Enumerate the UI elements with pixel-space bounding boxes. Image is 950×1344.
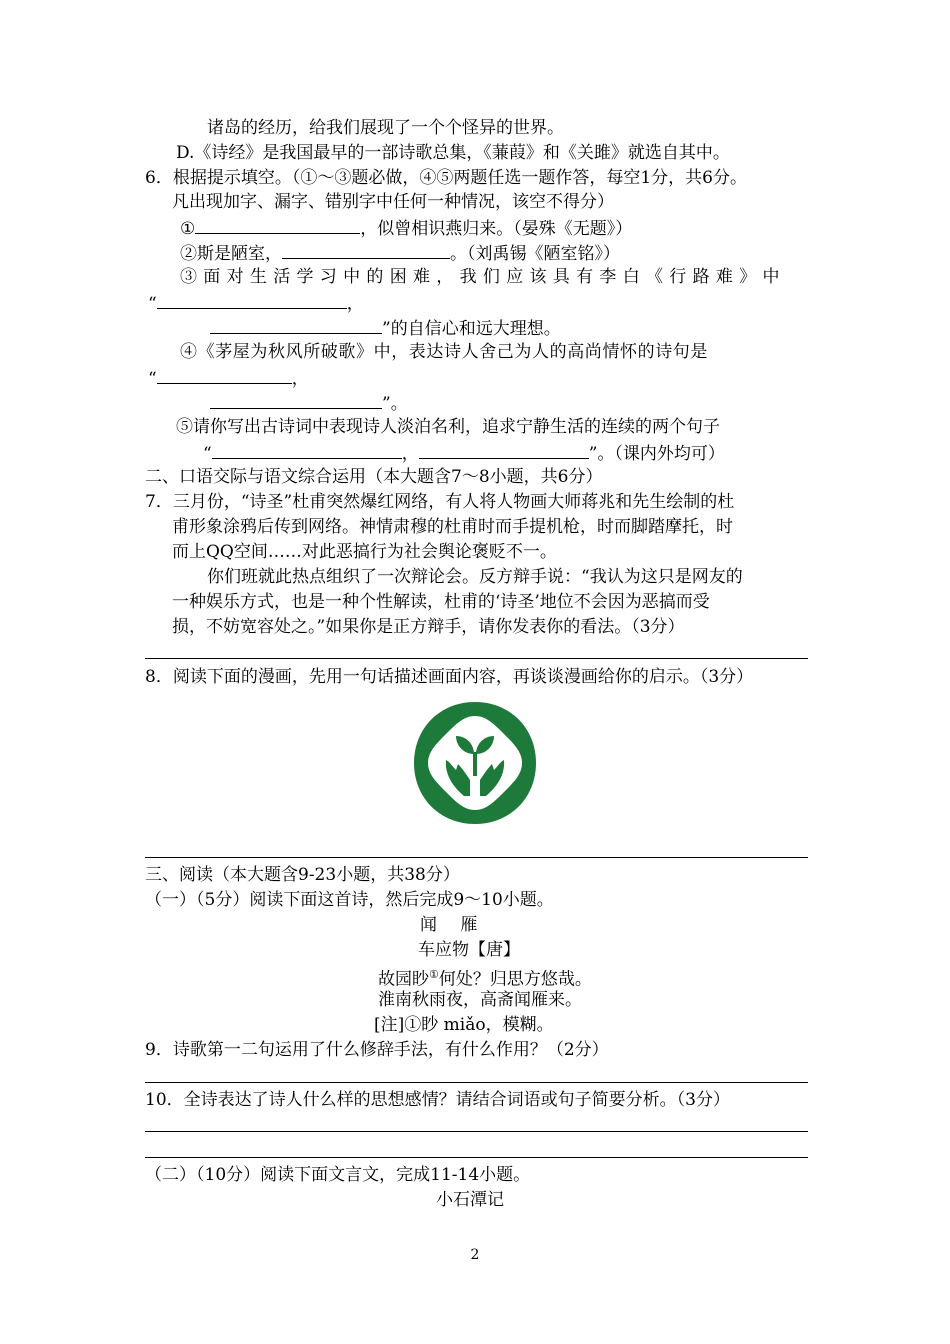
question-7-line2: 甫形象涂鸦后传到网络。神情肃穆的杜甫时而手提机枪，时而脚踏摩托，时 — [172, 517, 733, 537]
question-6-note: 凡出现加字、漏字、错别字中任何一种情况，该空不得分） — [172, 192, 614, 212]
part-2-heading: （二）（10分）阅读下面文言文，完成11-14小题。 — [145, 1165, 531, 1185]
option-d: D.《诗经》是我国最早的一部诗歌总集，《蒹葭》和《关雎》就选自其中。 — [176, 143, 730, 163]
comma: ， — [291, 369, 309, 389]
comma: ， — [346, 294, 364, 314]
fill-item-3-tail: ”的自信心和远大理想。 — [382, 319, 561, 339]
green-hands-sprout-logo — [412, 700, 538, 826]
poem-author: 车应物【唐】 — [418, 940, 520, 960]
fill-item-3-line2 — [148, 290, 364, 316]
page-number: 2 — [470, 1247, 480, 1263]
fill-item-4-line3 — [210, 390, 408, 416]
fill-item-3-line3 — [210, 315, 561, 341]
fill-item-1-label: ① — [180, 219, 196, 239]
fill-item-4-tail: ”。 — [382, 394, 408, 414]
question-7-line5: 一种娱乐方式，也是一种个性解读，杜甫的‘诗圣’地位不会因为恶搞而受 — [172, 592, 710, 612]
question-9: 9．诗歌第一二句运用了什么修辞手法，有什么作用？（2分） — [145, 1040, 609, 1060]
fill-item-3: ③面对生活学习中的困难，我们应该具有李白《行路难》中 — [180, 267, 786, 287]
answer-blank[interactable] — [210, 315, 382, 334]
poem-line-1a: 故园眇 — [378, 969, 429, 990]
answer-blank[interactable] — [210, 390, 382, 409]
section-3-heading: 三、阅读（本大题含9-23小题，共38分） — [145, 865, 460, 885]
answer-blank[interactable] — [195, 215, 360, 234]
question-10: 10．全诗表达了诗人什么样的思想感情？请结合词语或句子简要分析。（3分） — [145, 1090, 730, 1110]
question-6: 6．根据提示填空。（①～③题必做，④⑤两题任选一题作答，每空1分，共6分。 — [145, 168, 747, 188]
essay-title: 小石潭记 — [436, 1190, 504, 1210]
quote-open: “ — [148, 294, 157, 314]
answer-blank[interactable] — [282, 240, 450, 259]
answer-line[interactable] — [145, 1157, 808, 1158]
fill-item-5: ⑤请你写出古诗词中表现诗人淡泊名利，追求宁静生活的连续的两个句子 — [176, 417, 720, 437]
question-7: 7．三月份，“诗圣”杜甫突然爆红网络，有人将人物画大师蒋兆和先生绘制的杜 — [145, 492, 735, 512]
fill-item-4-line2 — [148, 365, 309, 391]
fill-item-2 — [180, 240, 620, 266]
question-7-line4: 你们班就此热点组织了一次辩论会。反方辩手说：“我认为这只是网友的 — [207, 567, 743, 587]
question-8: 8．阅读下面的漫画，先用一句话描述画面内容，再谈谈漫画给你的启示。（3分） — [145, 667, 754, 687]
quote-open: “ — [148, 369, 157, 389]
fill-item-2-label: ②斯是陋室， — [180, 244, 282, 264]
answer-line[interactable] — [145, 1082, 808, 1083]
answer-blank[interactable] — [419, 440, 589, 459]
poem-title: 闻 雁 — [420, 915, 487, 935]
answer-line[interactable] — [145, 857, 808, 858]
answer-line[interactable] — [145, 1131, 808, 1132]
fill-item-1-text: ，似曾相识燕归来。（晏殊《无题》） — [360, 219, 633, 239]
poem-line-1b: 何处？归思方悠哉。 — [438, 969, 592, 990]
fill-item-1 — [180, 215, 632, 241]
poem-line-2: 淮南秋雨夜，高斋闻雁来。 — [378, 990, 582, 1010]
fill-item-2-text: 。（刘禹锡《陋室铭》） — [450, 244, 620, 264]
text-line: 诸岛的经历，给我们展现了一个个怪异的世界。 — [207, 118, 564, 138]
comma: ， — [401, 444, 419, 464]
fill-item-5-tail: ”。（课内外均可） — [588, 444, 725, 464]
poem-note: [注]①眇 miǎo，模糊。 — [374, 1015, 554, 1035]
fill-item-4: ④《茅屋为秋风所破歌》中，表达诗人舍己为人的高尚情怀的诗句是 — [180, 342, 708, 362]
answer-blank[interactable] — [157, 290, 347, 309]
question-7-line6: 损，不妨宽容处之。”如果你是正方辩手，请你发表你的看法。（3分） — [172, 617, 685, 637]
section-2-heading: 二、口语交际与语文综合运用（本大题含7～8小题，共6分） — [145, 467, 603, 487]
quote-open: “ — [203, 444, 212, 464]
answer-blank[interactable] — [212, 440, 402, 459]
answer-line[interactable] — [145, 658, 808, 659]
question-7-line3: 而上QQ空间……对此恶搞行为社会舆论褒贬不一。 — [172, 542, 557, 562]
answer-blank[interactable] — [157, 365, 292, 384]
footnote-marker: ① — [429, 968, 439, 981]
fill-item-5-line2 — [203, 440, 725, 466]
part-1-heading: （一）（5分）阅读下面这首诗，然后完成9～10小题。 — [145, 890, 554, 910]
